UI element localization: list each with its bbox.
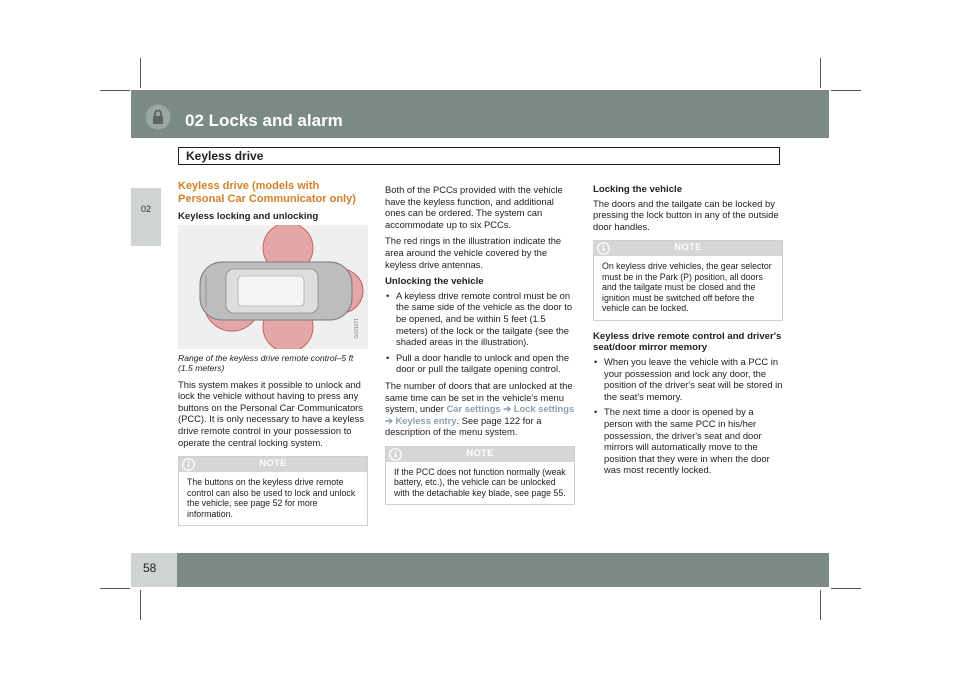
bullet-list xyxy=(385,290,575,375)
note-title: NOTE xyxy=(259,458,287,470)
arrow-right-icon: ➔ xyxy=(385,414,393,426)
menu-path-keyless-entry: Keyless entry xyxy=(395,414,457,426)
figure-caption: Range of the keyless drive remote control–5 ft (1.5 meters) xyxy=(178,352,354,373)
padlock-icon xyxy=(145,104,171,130)
column-2 xyxy=(385,184,575,511)
note-title: NOTE xyxy=(466,447,494,459)
note-text: On keyless drive vehicles, the gear selector must be in the Park (P) position, all doors and the tailgate must be closed and the ignition must be switched off before the vehicle can be locked. xyxy=(602,261,772,314)
crop-mark xyxy=(100,90,130,91)
paragraph-text: . See page 122 for a description of the menu system. xyxy=(385,414,542,438)
crop-mark xyxy=(831,90,861,91)
column-1 xyxy=(178,180,368,532)
page-number-box xyxy=(131,553,177,587)
section-heading: Keyless drive (models with Personal Car Communicator only) xyxy=(178,180,356,205)
section-title-bar xyxy=(178,147,780,165)
chapter-tab-label: 02 xyxy=(140,204,151,214)
subheading: Locking the vehicle xyxy=(593,184,683,195)
note-box xyxy=(593,240,783,321)
chapter-title: 02 Locks and alarm xyxy=(185,111,343,130)
column-3 xyxy=(593,184,783,481)
crop-mark xyxy=(140,590,141,620)
page-number: 58 xyxy=(143,561,157,575)
note-header xyxy=(594,241,782,256)
note-header xyxy=(386,447,574,462)
keyless-range-illustration xyxy=(178,225,368,349)
body-paragraph: Both of the PCCs provided with the vehicle have the keyless function, and additional ones can be ordered. The system can accommodate up to six PCCs. xyxy=(385,184,563,230)
subheading: Keyless locking and unlocking xyxy=(178,211,319,222)
subheading: Unlocking the vehicle xyxy=(385,276,484,288)
list-item: • A keyless drive remote control must be on the same side of the vehicle as the door to be opened, and be within 5 feet (1.5 meters) of the lock or the tailgate (see the shaded areas in the illustration). xyxy=(385,290,575,348)
list-item: • When you leave the vehicle with a PCC in your possession and lock any door, the position of the driver's seat will be stored in the seat's memory. xyxy=(593,356,783,402)
note-text: If the PCC does not function normally (weak battery, etc.), the vehicle can be unlocked with the detachable key blade, see page 55. xyxy=(394,466,566,498)
body-paragraph xyxy=(385,380,575,438)
note-box xyxy=(178,456,368,526)
footer-bar xyxy=(131,553,829,587)
body-paragraph: This system makes it possible to unlock and lock the vehicle without having to press any buttons on the Personal Car Communicators (PCC). It is only necessary to have a keyless drive remote control in your possession to operate the central locking system. xyxy=(178,378,365,448)
section-title: Keyless drive xyxy=(186,149,264,163)
chapter-tab xyxy=(131,188,161,246)
figure-code: G021071 xyxy=(354,318,361,339)
note-header xyxy=(179,457,367,472)
car-top-view-icon xyxy=(178,225,368,349)
crop-mark xyxy=(820,58,821,88)
crop-mark xyxy=(820,590,821,620)
list-item: • The next time a door is opened by a person with the same PCC in his/her possession, the driver's seat and door mirrors will automatically move to the position that they were in when the door was most recently locked. xyxy=(593,406,783,476)
crop-mark xyxy=(831,588,861,589)
arrow-right-icon: ➔ xyxy=(503,403,512,415)
crop-mark xyxy=(100,588,130,589)
bullet-list xyxy=(593,356,783,476)
menu-path-lock-settings: Lock settings xyxy=(513,403,575,415)
crop-mark xyxy=(140,58,141,88)
subheading: Keyless drive remote control and driver's seat/door mirror memory xyxy=(593,330,782,354)
note-title: NOTE xyxy=(674,242,702,254)
body-paragraph: The doors and the tailgate can be locked by pressing the lock button in any of the outside door handles. xyxy=(593,197,779,232)
paragraph-text: The number of doors that are unlocked at the same time can be set in the vehicle's menu system, under xyxy=(385,379,573,415)
note-text: The buttons on the keyless drive remote control can also be used to lock and unlock the vehicle, see page 52 for more information. xyxy=(187,477,356,519)
menu-path-car-settings: Car settings xyxy=(446,403,501,415)
note-box xyxy=(385,446,575,506)
list-item: • Pull a door handle to unlock and open the door or pull the tailgate opening control. xyxy=(385,352,575,375)
body-paragraph: The red rings in the illustration indicate the area around the vehicle covered by the keyless drive antennas. xyxy=(385,235,562,270)
